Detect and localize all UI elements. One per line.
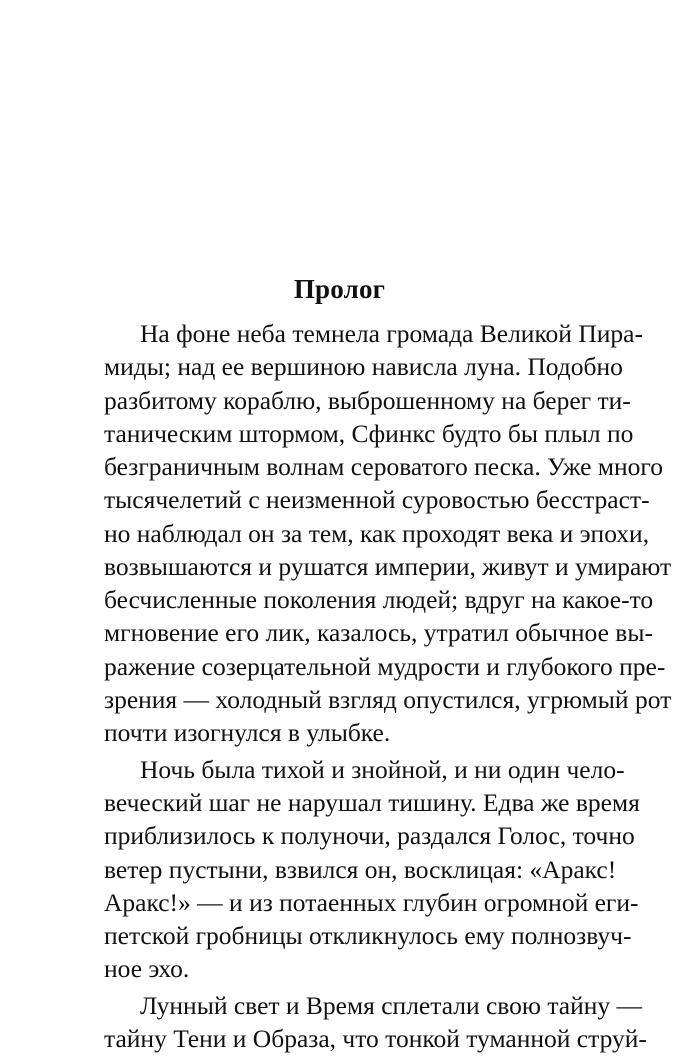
text-line: ветер пустыни, взвился он, восклицая: «Аракс!	[104, 855, 617, 884]
text-line: но наблюдал он за тем, как проходят века и эпохи,	[104, 519, 650, 548]
text-line: разбитому кораблю, выброшенному на берег ти-	[104, 386, 631, 415]
text-line: На фоне неба темнела громада Великой Пира-	[140, 319, 643, 348]
text-line: ное эхо.	[104, 954, 190, 983]
text-line: миды; над ее вершиною нависла луна. Подобно	[104, 352, 623, 381]
text-line: безграничным волнам сероватого песка. Уже много	[104, 452, 663, 481]
text-line: тысячелетий с неизменной суровостью бесстраст-	[104, 485, 650, 514]
text-line: мгновение его лик, казалось, утратил обычное вы-	[104, 618, 653, 647]
text-line: петской гробницы откликнулось ему полнозвуч-	[104, 921, 632, 950]
text-line: тайну Тени и Образа, что тонкой туманной струй-	[104, 1024, 647, 1053]
text-line: приблизилось к полуночи, раздался Голос, точно	[104, 821, 635, 850]
text-line: почти изогнулся в улыбке.	[104, 718, 391, 747]
text-line: Аракс!» — и из потаенных глубин огромной еги-	[104, 888, 639, 917]
text-line: зрения — холодный взгляд опустился, угрюмый рот	[104, 685, 672, 714]
text-line: ражение созерцательной мудрости и глубокого пре-	[104, 652, 666, 681]
text-line: возвышаются и рушатся империи, живут и умирают	[104, 552, 672, 581]
text-line: бесчисленные поколения людей; вдруг на какое-то	[104, 585, 654, 614]
text-line: таническим штормом, Сфинкс будто бы плыл по	[104, 419, 634, 448]
chapter-title: Пролог	[293, 274, 386, 304]
text-line: Лунный свет и Время сплетали свою тайну —	[140, 991, 643, 1020]
text-line: Ночь была тихой и знойной, и ни один чело-	[140, 755, 625, 784]
text-line: веческий шаг не нарушал тишину. Едва же время	[104, 788, 640, 817]
